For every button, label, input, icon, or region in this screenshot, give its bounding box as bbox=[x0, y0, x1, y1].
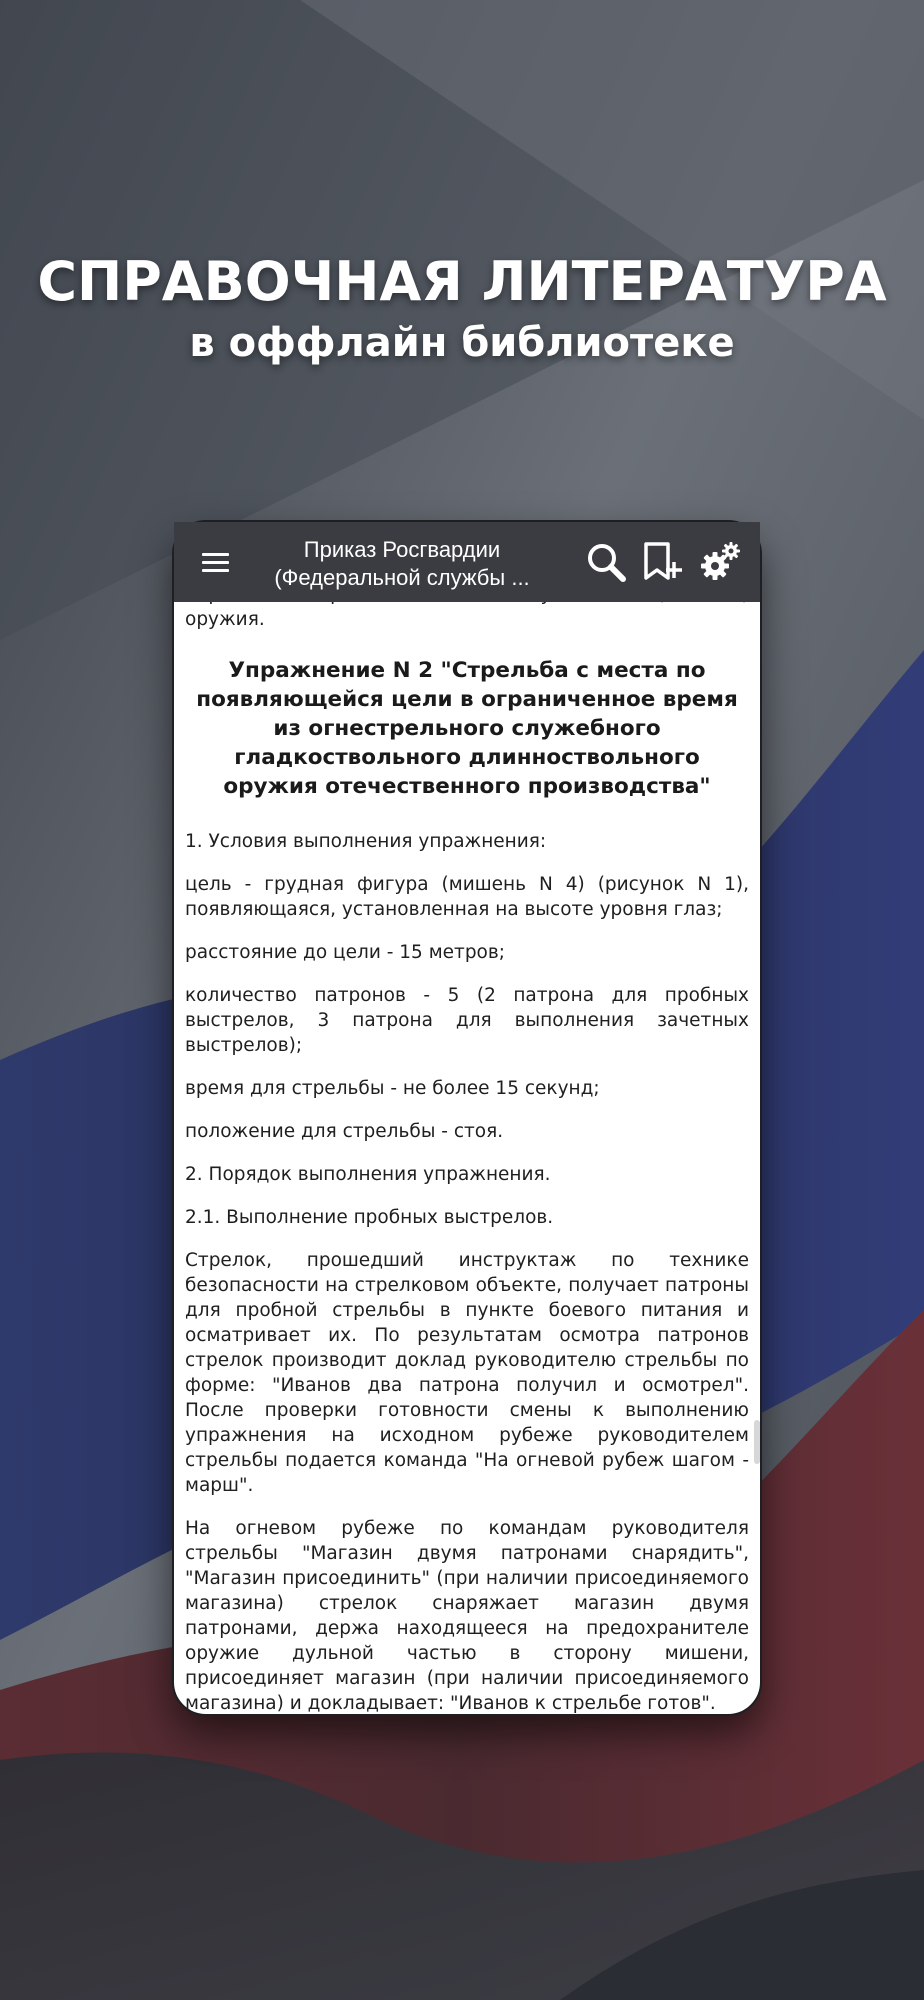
settings-icon[interactable] bbox=[698, 540, 742, 584]
app-bar bbox=[174, 522, 760, 602]
scrollbar-thumb[interactable] bbox=[754, 1420, 760, 1464]
document-paragraph: 2. Порядок выполнения упражнения. bbox=[185, 1164, 551, 1185]
document-text bbox=[185, 582, 749, 1734]
document-paragraph-partial: оружия. bbox=[185, 609, 265, 630]
document-content[interactable] bbox=[174, 602, 760, 1714]
search-icon[interactable] bbox=[584, 540, 628, 584]
promo-headline: СПРАВОЧНАЯ ЛИТЕРАТУРА bbox=[37, 250, 887, 313]
menu-icon[interactable] bbox=[198, 544, 234, 580]
document-heading: Упражнение N 2 "Стрельба с места по появляющейся цели в ограниченное время из огнестрельного служебного гладкоствольного длинноствольного оружия отечественного производства" bbox=[196, 658, 738, 799]
promo-subheadline: в оффлайн библиотеке bbox=[189, 320, 735, 366]
document-paragraph: 2.1. Выполнение пробных выстрелов. bbox=[185, 1207, 554, 1228]
document-title-line2: (Федеральной службы ... bbox=[274, 565, 530, 590]
document-title-line1: Приказ Росгвардии bbox=[303, 537, 501, 562]
document-paragraph: На огневом рубеже по командам руководителя стрельбы "Магазин двумя патронами снарядить", "Магазин присоединить" (при наличии присоединяемого магазина) стрелок снаряжает магазин двумя патронами, держа находящееся на предохранителе оружие дульной частью в сторону мишени, присоединяет магазин (при наличии присоединяемого магазина) и докладывает: "Иванов к стрельбе готов". bbox=[185, 1518, 749, 1714]
document-paragraph: 1. Условия выполнения упражнения: bbox=[185, 831, 547, 852]
bookmark-add-icon[interactable] bbox=[640, 540, 684, 584]
document-paragraph: положение для стрельбы - стоя. bbox=[185, 1121, 504, 1142]
document-title bbox=[274, 536, 530, 592]
promo-headline-block bbox=[0, 250, 924, 370]
phone-mockup bbox=[172, 520, 762, 1716]
document-paragraph: цель - грудная фигура (мишень N 4) (рисунок N 1), появляющаяся, установленная на высоте уровня глаз; bbox=[185, 874, 749, 920]
document-paragraph: Стрелок, прошедший инструктаж по технике безопасности на стрелковом объекте, получает патроны для пробной стрельбы в пункте боевого питания и осматривает их. По результатам осмотра патронов стрелок производит доклад руководителю стрельбы по форме: "Иванов два патрона получил и осмотрел". После проверки готовности смены к выполнению упражнения на исходном рубеже руководителем стрельбы подается команда "На огневой рубеж шагом - марш". bbox=[185, 1250, 749, 1496]
document-paragraph: время для стрельбы - не более 15 секунд; bbox=[185, 1078, 600, 1099]
document-paragraph: количество патронов - 5 (2 патрона для пробных выстрелов, 3 патрона для выполнения зачетных выстрелов); bbox=[185, 985, 749, 1056]
document-paragraph: расстояние до цели - 15 метров; bbox=[185, 942, 506, 963]
